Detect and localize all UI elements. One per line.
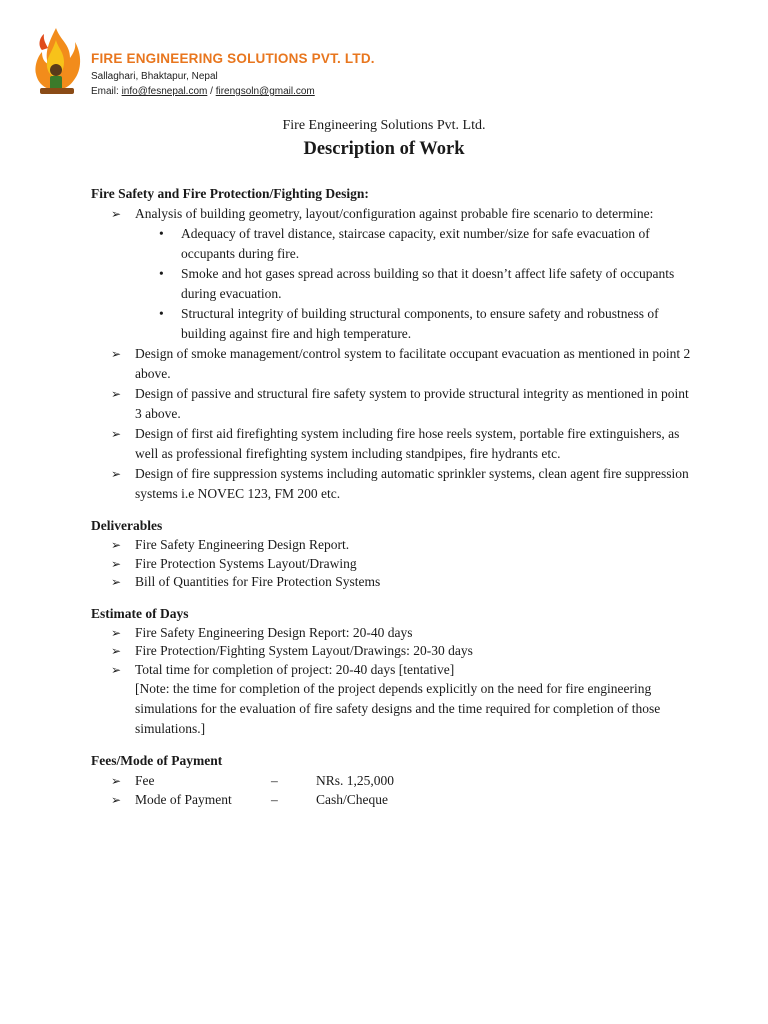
list-item-text: Analysis of building geometry, layout/configuration against probable fire scenario to determine: (135, 206, 654, 221)
email-separator: / (210, 86, 213, 97)
list-item (91, 424, 691, 464)
deliverables-list (91, 536, 691, 592)
document-company: Fire Engineering Solutions Pvt. Ltd. (282, 118, 486, 133)
fees-table (91, 771, 691, 809)
arrow-bullet-icon: ➢ (111, 387, 122, 401)
bullet-dot-icon: • (159, 226, 164, 241)
list-item-text: Design of fire suppression systems including automatic sprinkler systems, clean agent fire suppression systems i.e NOVEC 123, FM 200 etc. (135, 466, 689, 501)
estimate-note: [Note: the time for completion of the project depends explicitly on the need for fire engineering simulations for the evaluation of fire safety designs and the time required for completion of those simulations.] (135, 681, 661, 736)
fees-label: Fee (135, 773, 155, 788)
arrow-bullet-icon: ➢ (111, 774, 122, 788)
list-item-text: Adequacy of travel distance, staircase capacity, exit number/size for safe evacuation of occupants during fire. (181, 226, 650, 261)
list-item (91, 555, 691, 574)
document-body (91, 184, 691, 809)
list-item-text: Fire Safety Engineering Design Report. (135, 537, 350, 552)
email-label: Email: (91, 86, 119, 97)
list-item (91, 384, 691, 424)
arrow-bullet-icon: ➢ (111, 793, 122, 807)
arrow-bullet-icon: ➢ (111, 575, 122, 589)
list-item (91, 204, 691, 344)
arrow-bullet-icon: ➢ (111, 644, 122, 658)
list-item-text: Design of passive and structural fire safety system to provide structural integrity as mentioned in point 3 above. (135, 386, 689, 421)
arrow-bullet-icon: ➢ (111, 625, 122, 640)
fees-dash: – (271, 773, 278, 788)
analysis-sublist (91, 224, 691, 344)
email-link-secondary[interactable]: firengsoln@gmail.com (215, 86, 315, 97)
document-title: Description of Work (303, 139, 465, 159)
list-item-text: Bill of Quantities for Fire Protection Systems (135, 574, 381, 589)
list-item-text: Total time for completion of project: 20-40 days [tentative] (135, 661, 455, 677)
arrow-bullet-icon: ➢ (111, 347, 122, 361)
design-section-heading: Fire Safety and Fire Protection/Fighting Design: (91, 186, 369, 201)
estimate-heading: Estimate of Days (91, 605, 189, 621)
fees-dash: – (271, 792, 278, 807)
list-item (91, 573, 691, 592)
list-item (91, 344, 691, 384)
fees-heading: Fees/Mode of Payment (91, 753, 223, 768)
fees-value: NRs. 1,25,000 (316, 773, 395, 788)
arrow-bullet-icon: ➢ (111, 427, 122, 441)
letterhead-email-line (91, 86, 315, 97)
arrow-bullet-icon: ➢ (111, 207, 122, 221)
arrow-bullet-icon: ➢ (111, 538, 122, 552)
list-item-text: Design of smoke management/control system to facilitate occupant evacuation as mentioned in point 2 above. (135, 346, 691, 381)
arrow-bullet-icon: ➢ (111, 556, 122, 571)
arrow-bullet-icon: ➢ (111, 662, 122, 677)
list-item (91, 264, 691, 304)
fire-flame-logo-icon (30, 26, 82, 98)
list-item-text: Fire Safety Engineering Design Report: 20-40 days (135, 624, 413, 640)
list-item (91, 304, 691, 344)
list-item-text: Design of first aid firefighting system including fire hose reels system, portable fire extinguishers, as well as professional firefighting system including standpipes, fire hydrants etc. (135, 426, 680, 461)
fees-label: Mode of Payment (135, 792, 232, 807)
list-item-text: Fire Protection/Fighting System Layout/Drawings: 20-30 days (135, 643, 473, 658)
fees-row (91, 771, 691, 790)
list-item-text: Structural integrity of building structural components, to ensure safety and robustness of building against fire and high temperature. (181, 306, 659, 341)
fees-value: Cash/Cheque (316, 792, 388, 807)
letterhead-company-name: FIRE ENGINEERING SOLUTIONS PVT. LTD. (91, 51, 375, 66)
deliverables-heading: Deliverables (91, 518, 163, 533)
arrow-bullet-icon: ➢ (111, 467, 122, 481)
email-link-primary[interactable]: info@fesnepal.com (121, 86, 208, 97)
letterhead (30, 26, 450, 102)
bullet-dot-icon: • (159, 306, 164, 321)
bullet-dot-icon: • (159, 266, 164, 281)
list-item (91, 536, 691, 555)
list-item (91, 464, 691, 504)
list-item-text: Fire Protection Systems Layout/Drawing (135, 555, 357, 571)
estimate-list (91, 624, 691, 740)
list-item (91, 224, 691, 264)
fees-row (91, 790, 691, 809)
design-list (91, 204, 691, 504)
list-item (91, 624, 691, 643)
list-item (91, 642, 691, 661)
list-item-text: Smoke and hot gases spread across building so that it doesn’t affect life safety of occupants during evacuation. (181, 266, 675, 301)
list-item (91, 661, 691, 740)
letterhead-address: Sallaghari, Bhaktapur, Nepal (91, 71, 218, 82)
